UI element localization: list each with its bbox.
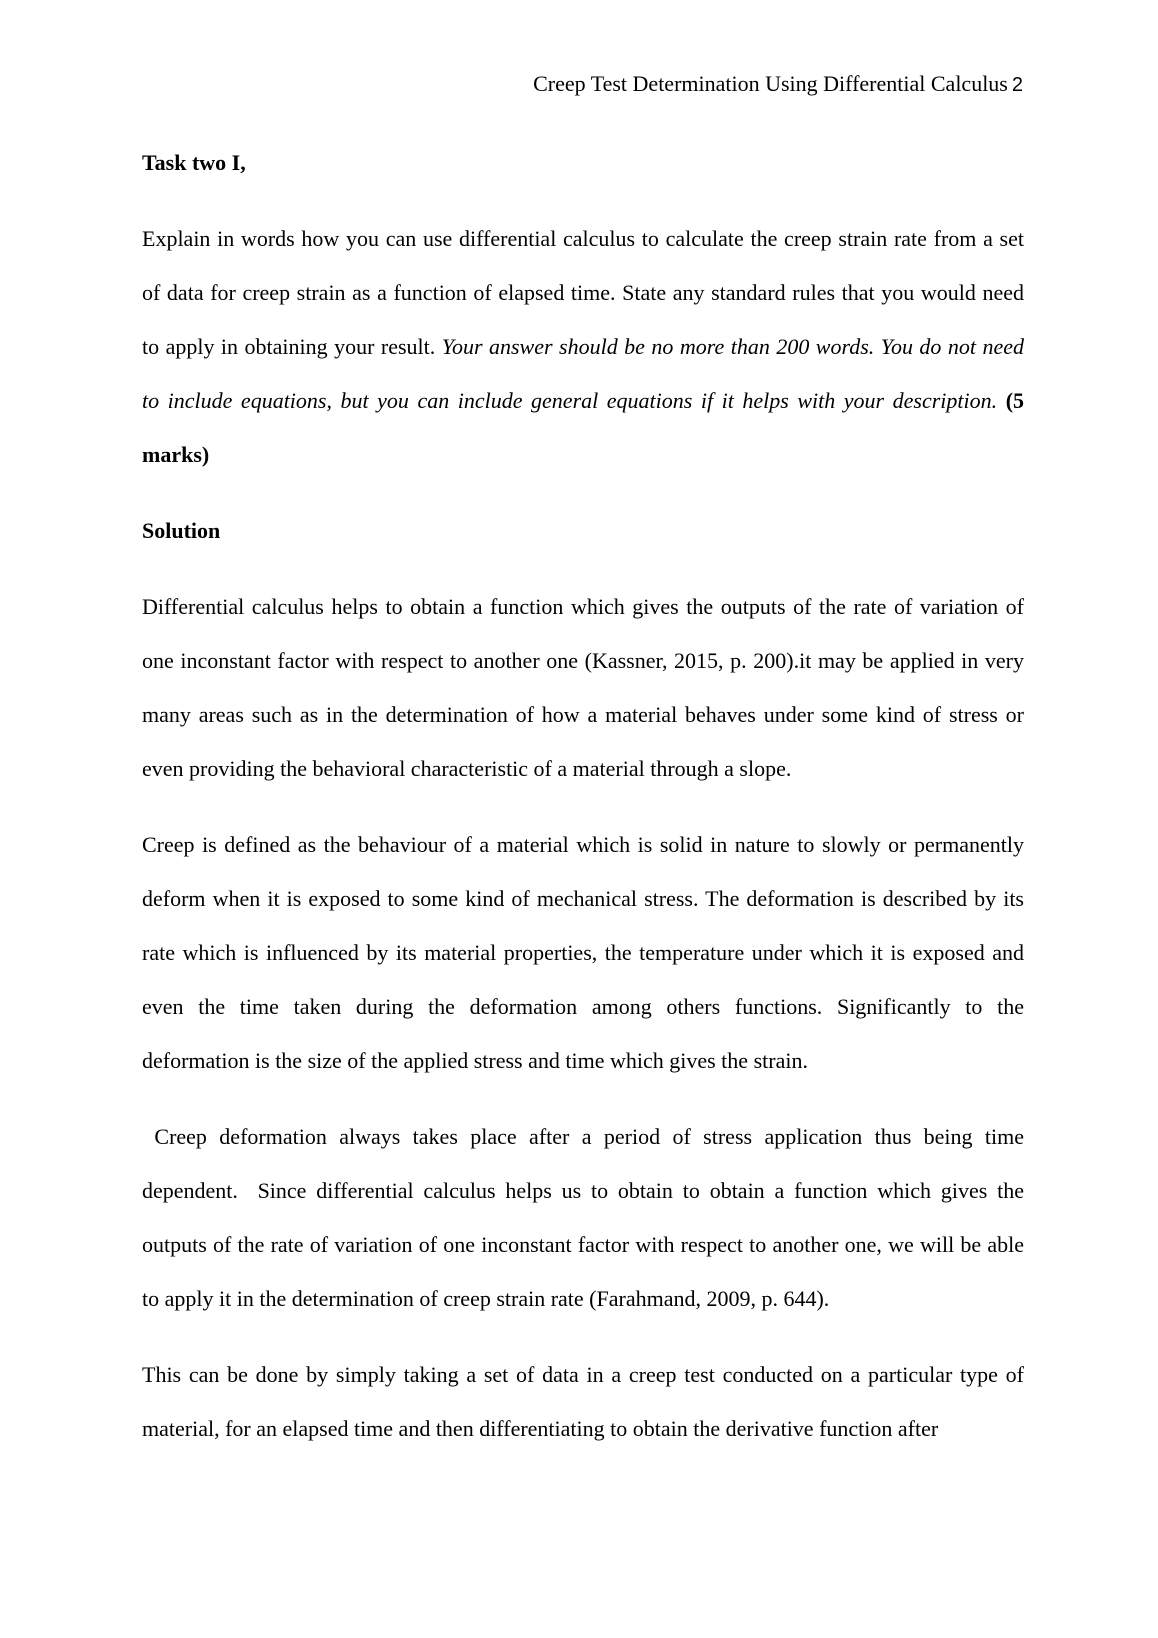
- solution-paragraph-3: Creep deformation always takes place after a period of stress application thus being time dependent. Since differential calculus helps us to obtain to obtain a function which gives the outputs of the rate of variation of one inconstant factor with respect to another one, we will be able to apply it in the determination of creep strain rate (Farahmand, 2009, p. 644).: [142, 1124, 1030, 1311]
- solution-heading: Solution: [142, 518, 221, 543]
- page-number: 2: [1011, 74, 1023, 96]
- task-heading: Task two I,: [142, 150, 246, 175]
- task-question: [142, 212, 1024, 482]
- document-body: [142, 136, 1030, 1456]
- solution-paragraph-1: Differential calculus helps to obtain a function which gives the outputs of the rate of variation of one inconstant factor with respect to another one (Kassner, 2015, p. 200).it may be applied in very many areas such as in the determination of how a material behaves under some kind of stress or even providing the behavioral characteristic of a material through a slope.: [142, 594, 1024, 781]
- task-question-instructions: Your answer should be no more than 200 words. You do not need to include equations, but you can include general equations if it helps with your description.: [142, 334, 1025, 413]
- running-header: [533, 68, 1023, 101]
- running-title: Creep Test Determination Using Differential Calculus: [533, 71, 1008, 96]
- task-marks: (5 marks): [142, 388, 1025, 467]
- solution-paragraph-4: This can be done by simply taking a set of data in a creep test conducted on a particular type of material, for an elapsed time and then differentiating to obtain the derivative function after: [142, 1362, 1024, 1441]
- task-question-text: Explain in words how you can use differential calculus to calculate the creep strain rate from a set of data for creep strain as a function of elapsed time. State any standard rules that you would need to apply in obtaining your result.: [142, 226, 1024, 359]
- solution-paragraph-2: Creep is defined as the behaviour of a material which is solid in nature to slowly or permanently deform when it is exposed to some kind of mechanical stress. The deformation is described by its rate which is influenced by its material properties, the temperature under which it is exposed and even the time taken during the deformation among others functions. Significantly to the deformation is the size of the applied stress and time which gives the strain.: [142, 832, 1024, 1073]
